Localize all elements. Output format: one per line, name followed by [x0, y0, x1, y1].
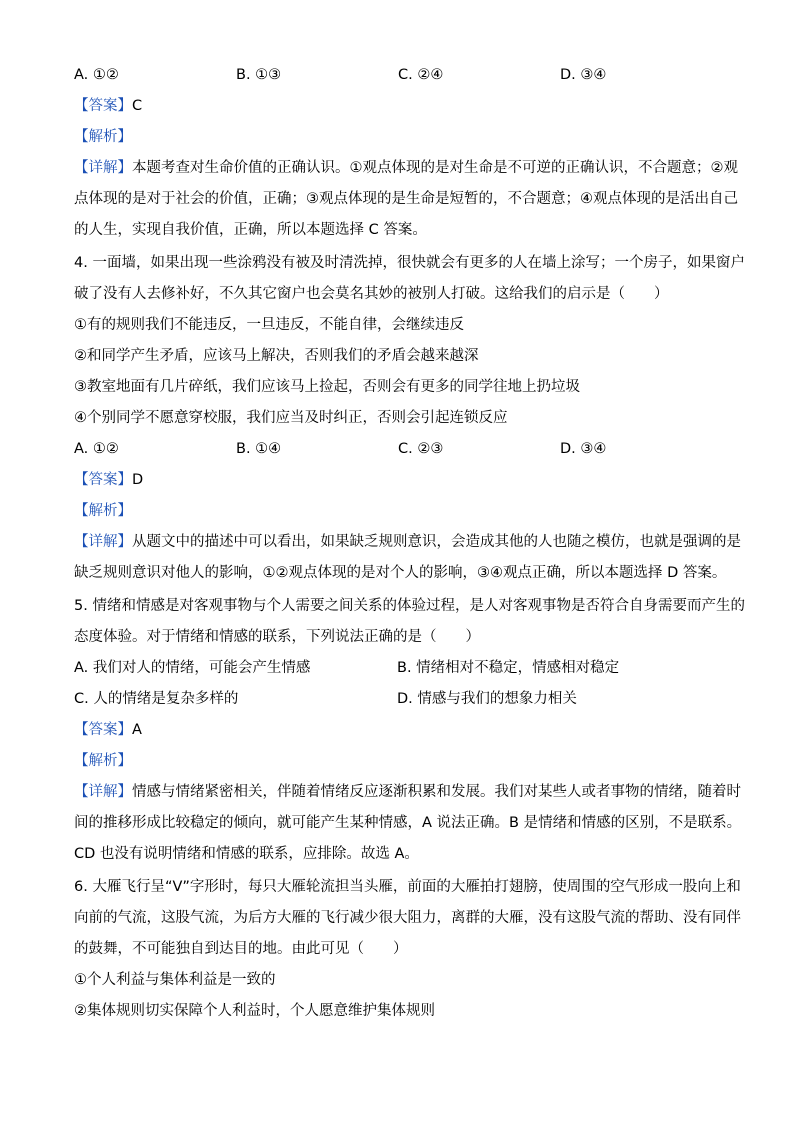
question-5	[74, 591, 745, 870]
q5-detail-line-2: 间的推移形成比较稳定的倾向，就可能产生某种情感，A 说法正确。B 是情绪和情感的区别，不是联系。	[74, 815, 742, 831]
q4-stem-line-2: 破了没有人去修补好，不久其它窗户也会莫名其妙的被别人打破。这给我们的启示是（ ）	[74, 286, 669, 302]
q3-answer-value: C	[132, 98, 143, 114]
q6-statement-1: ①个人利益与集体利益是一致的	[74, 972, 276, 988]
q4-options	[74, 434, 726, 465]
q4-detail-text-1: 从题文中的描述中可以看出，如果缺乏规则意识，会造成其他的人也随之模仿，也就是强调的是	[132, 534, 741, 550]
q5-stem-line-1: 5. 情绪和情感是对客观事物与个人需要之间关系的体验过程，是人对客观事物是否符合自身需要而产生的	[74, 598, 745, 614]
q3-option-d: D. ③④	[560, 67, 607, 83]
q3-analysis-heading	[74, 122, 726, 153]
q4-option-b: B. ①④	[236, 441, 282, 457]
q4-option-c: C. ②③	[398, 441, 444, 457]
q4-analysis-heading	[74, 496, 726, 527]
detail-tag: 【详解】	[74, 784, 132, 800]
q4-statement-3: ③教室地面有几片碎纸，我们应该马上捡起，否则会有更多的同学往地上扔垃圾	[74, 379, 580, 395]
q5-detail-line-3: CD 也没有说明情绪和情感的联系，应排除。故选 A。	[74, 846, 419, 862]
q4-answer	[74, 465, 726, 496]
detail-tag: 【详解】	[74, 160, 132, 176]
q4-stem-line-1: 4. 一面墙，如果出现一些涂鸦没有被及时清洗掉，很快就会有更多的人在墙上涂写；一个房子，如果窗户	[74, 255, 745, 271]
q3-detail-line-1	[74, 153, 738, 184]
q4-statement-1: ①有的规则我们不能违反，一旦违反，不能自律，会继续违反	[74, 317, 464, 333]
question-6	[74, 872, 741, 1027]
q5-options-row-2	[74, 684, 726, 715]
analysis-tag: 【解析】	[74, 753, 132, 769]
q4-option-a: A. ①②	[74, 441, 119, 457]
answer-tag: 【答案】	[74, 722, 132, 738]
q4-answer-value: D	[132, 472, 144, 488]
q3-option-c: C. ②④	[398, 67, 444, 83]
detail-tag: 【详解】	[74, 534, 132, 550]
q3-detail-text-1: 本题考查对生命价值的正确认识。①观点体现的是对生命是不可逆的正确认识，不合题意；②观	[132, 160, 738, 176]
q5-detail-line-1	[74, 777, 741, 808]
q5-option-d: D. 情感与我们的想象力相关	[397, 691, 577, 707]
q5-analysis-heading	[74, 746, 726, 777]
q3-options	[74, 60, 726, 91]
q5-options-row-1	[74, 653, 726, 684]
q5-option-c: C. 人的情绪是复杂多样的	[74, 691, 239, 707]
analysis-tag: 【解析】	[74, 503, 132, 519]
q5-option-a: A. 我们对人的情绪，可能会产生情感	[74, 660, 311, 676]
q5-detail-text-1: 情感与情绪紧密相关，伴随着情绪反应逐渐积累和发展。我们对某些人或者事物的情绪，随着时	[132, 784, 741, 800]
q3-detail-line-2: 点体现的是对于社会的价值，正确；③观点体现的是生命是短暂的，不合题意；④观点体现的是活出自己	[74, 191, 738, 207]
q3-answer	[74, 91, 726, 122]
q3-option-b: B. ①③	[236, 67, 282, 83]
answer-tag: 【答案】	[74, 98, 132, 114]
q5-answer	[74, 715, 726, 746]
q5-answer-value: A	[132, 722, 142, 738]
q4-detail-line-2: 缺乏规则意识对他人的影响，①②观点体现的是对个人的影响，③④观点正确，所以本题选择 D 答案。	[74, 565, 727, 581]
q4-statement-2: ②和同学产生矛盾，应该马上解决，否则我们的矛盾会越来越深	[74, 348, 479, 364]
q3-option-a: A. ①②	[74, 67, 119, 83]
analysis-tag: 【解析】	[74, 129, 132, 145]
q6-statement-2: ②集体规则切实保障个人利益时，个人愿意维护集体规则	[74, 1003, 435, 1019]
q4-statement-4: ④个别同学不愿意穿校服，我们应当及时纠正，否则会引起连锁反应	[74, 410, 508, 426]
q5-stem-line-2: 态度体验。对于情绪和情感的联系，下列说法正确的是（ ）	[74, 629, 480, 645]
q6-stem-line-1: 6. 大雁飞行呈“V”字形时，每只大雁轮流担当头雁，前面的大雁拍打翅膀，使周围的空气形成一股向上和	[74, 879, 741, 895]
q4-detail-line-1	[74, 527, 741, 558]
q4-option-d: D. ③④	[560, 441, 607, 457]
q3-detail-line-3: 的人生，实现自我价值，正确，所以本题选择 C 答案。	[74, 222, 427, 238]
q6-stem-line-2: 向前的气流，这股气流，为后方大雁的飞行减少很大阻力，离群的大雁，没有这股气流的帮助、没有同伴	[74, 910, 741, 926]
question-3	[74, 60, 738, 246]
question-4	[74, 248, 745, 589]
q5-option-b: B. 情绪相对不稳定，情感相对稳定	[397, 660, 620, 676]
q6-stem-line-3: 的鼓舞，不可能独自到达目的地。由此可见（ ）	[74, 941, 408, 957]
answer-tag: 【答案】	[74, 472, 132, 488]
